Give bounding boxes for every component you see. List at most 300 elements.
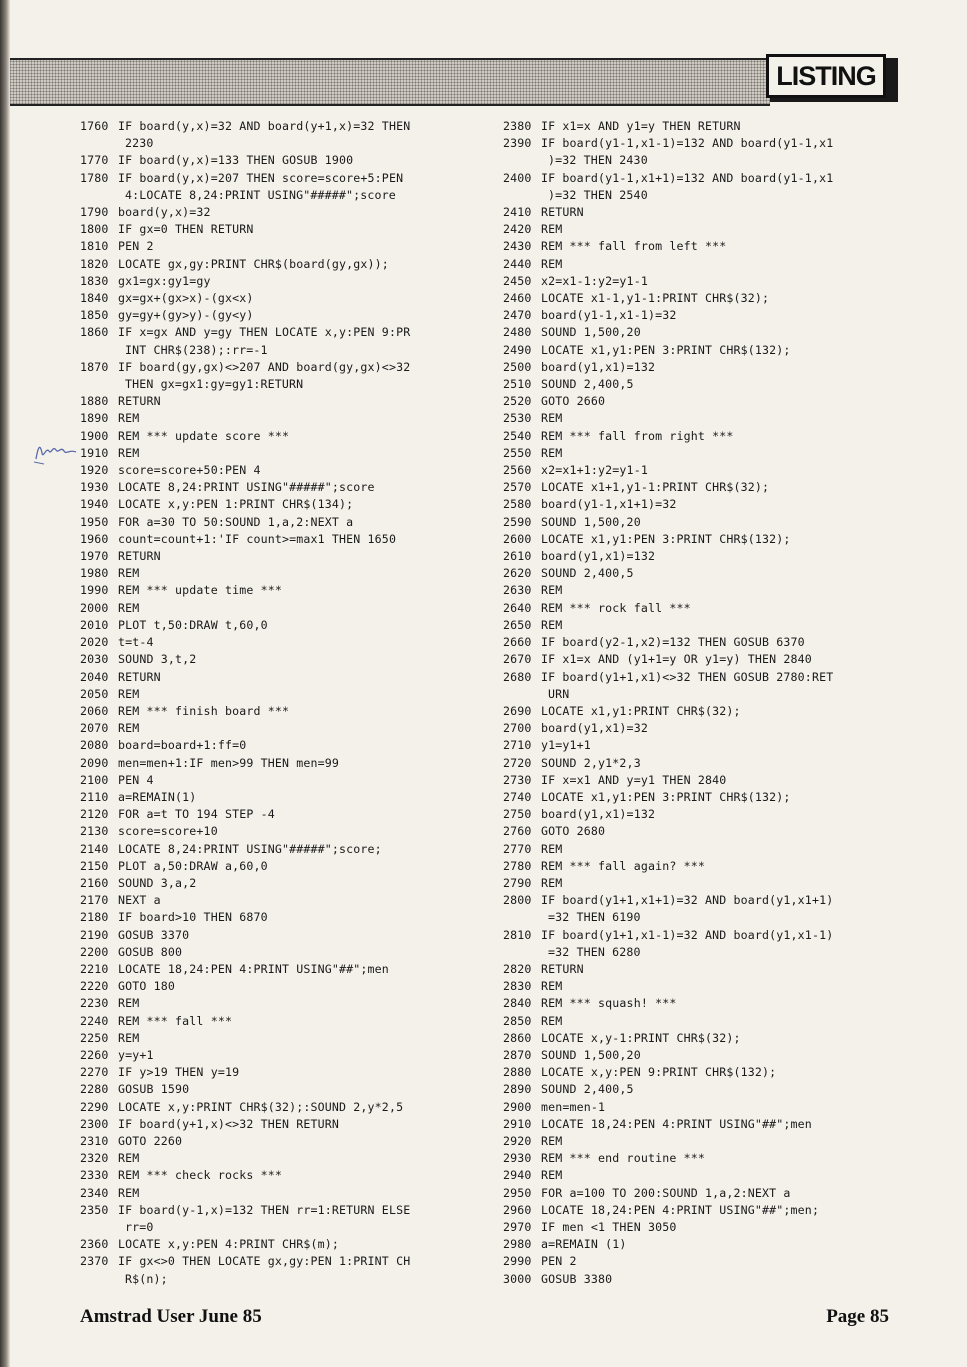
code-text: IF board(y1+1,x1)<>32 THEN GOSUB 2780:RET [541,669,834,684]
code-line [80,909,490,926]
code-line [503,806,913,823]
line-number: 2490 [503,342,532,357]
line-number: 2690 [503,703,532,718]
code-text: SOUND 1,500,20 [541,1047,641,1062]
code-text: x2=x1+1:y2=y1-1 [541,463,648,478]
code-line [503,410,913,427]
code-text: LOCATE x1,y1:PEN 3:PRINT CHR$(132); [541,531,791,546]
line-number: 1840 [80,291,109,306]
code-line [503,1099,913,1116]
line-number: 2910 [503,1116,532,1131]
line-number: 2320 [80,1151,109,1166]
line-number: 2590 [503,514,532,529]
code-line [80,445,490,462]
code-text: LOCATE x1,y1:PEN 3:PRINT CHR$(132); [541,342,791,357]
code-text: FOR a=t TO 194 STEP -4 [118,807,275,822]
code-line [503,703,913,720]
listing-column-right [503,118,913,1288]
code-text: PLOT a,50:DRAW a,60,0 [118,858,268,873]
line-number: 2480 [503,325,532,340]
line-number: 1800 [80,222,109,237]
code-line [503,1202,913,1219]
code-line [503,1013,913,1030]
code-line [80,703,490,720]
line-number [503,187,541,204]
code-line [80,273,490,290]
line-number: 2530 [503,411,532,426]
code-text: 4:LOCATE 8,24:PRINT USING"#####";score [125,187,396,202]
code-line [503,909,913,926]
code-text: REM [541,1168,563,1183]
line-number: 2850 [503,1013,532,1028]
code-text: REM [118,686,140,701]
line-number: 2220 [80,979,109,994]
line-number: 2250 [80,1030,109,1045]
code-line [503,582,913,599]
line-number: 2510 [503,377,532,392]
code-text: REM *** update score *** [118,428,290,443]
line-number: 2380 [503,119,532,133]
line-number: 1980 [80,566,109,581]
line-number: 2140 [80,841,109,856]
line-number: 2360 [80,1237,109,1252]
code-text: REM *** fall from right *** [541,428,734,443]
line-number: 1790 [80,205,109,220]
line-number: 2940 [503,1168,532,1183]
code-line [503,531,913,548]
code-text: LOCATE 8,24:PRINT USING"#####";score [118,480,375,495]
line-number: 2680 [503,669,532,684]
line-number: 1950 [80,514,109,529]
code-text: FOR a=100 TO 200:SOUND 1,a,2:NEXT a [541,1185,791,1200]
code-line [80,187,490,204]
code-text: IF board(y1-1,x1+1)=132 AND board(y1-1,x1 [541,170,834,185]
line-number: 2900 [503,1099,532,1114]
line-number: 2740 [503,789,532,804]
line-number: 2500 [503,359,532,374]
line-number: 2030 [80,652,109,667]
line-number: 2090 [80,755,109,770]
code-text: RETURN [541,205,584,220]
code-text: rr=0 [125,1220,154,1234]
code-text: y1=y1+1 [541,738,591,753]
code-line [80,944,490,961]
code-text: SOUND 3,t,2 [118,652,197,667]
code-text: a=REMAIN (1) [541,1237,627,1252]
code-line [80,170,490,187]
line-number [503,944,541,961]
line-number: 1780 [80,170,109,185]
magazine-issue-footer: Amstrad User June 85 [80,1306,262,1327]
line-number: 2640 [503,600,532,615]
code-line [503,892,913,909]
code-text: men=men+1:IF men>99 THEN men=99 [118,755,340,770]
code-text: RETURN [541,961,584,976]
code-text: GOTO 2260 [118,1133,183,1148]
code-text: IF board>10 THEN 6870 [118,910,268,925]
line-number: 1810 [80,239,109,254]
line-number: 2230 [80,996,109,1011]
line-number: 1900 [80,428,109,443]
code-text: REM [541,841,563,856]
code-text: board(y1,x1)=132 [541,807,656,822]
code-line [503,737,913,754]
code-text: REM [118,1030,140,1045]
code-text: )=32 THEN 2540 [548,187,648,202]
line-number: 2450 [503,273,532,288]
code-line [80,1133,490,1150]
code-line [80,892,490,909]
code-line [503,789,913,806]
code-line [503,393,913,410]
page-number-footer: Page 85 [826,1306,889,1327]
code-line [503,995,913,1012]
code-text: IF x1=x AND y1=y THEN RETURN [541,119,741,133]
line-number: 1850 [80,308,109,323]
line-number: 2990 [503,1254,532,1269]
code-text: GOTO 2680 [541,824,606,839]
line-number [503,909,541,926]
line-number: 3000 [503,1271,532,1286]
line-number: 2760 [503,824,532,839]
code-line [503,823,913,840]
code-text: IF x1=x AND (y1+1=y OR y1=y) THEN 2840 [541,652,812,667]
code-line [80,290,490,307]
code-text: RETURN [118,394,161,409]
code-line [80,1167,490,1184]
code-line [80,221,490,238]
code-text: IF x=gx AND y=gy THEN LOCATE x,y:PEN 9:PR [118,325,411,340]
code-line [503,256,913,273]
line-number [503,152,541,169]
handwritten-margin-note [30,437,78,467]
code-line [80,1271,490,1288]
line-number: 2810 [503,927,532,942]
code-text: IF board(y,x)=133 THEN GOSUB 1900 [118,153,354,168]
code-line [80,462,490,479]
code-line [80,1236,490,1253]
line-number: 2660 [503,635,532,650]
code-text: =32 THEN 6280 [548,944,641,959]
line-number: 2130 [80,824,109,839]
line-number: 2290 [80,1099,109,1114]
code-text: REM *** fall *** [118,1013,233,1028]
code-line [503,651,913,668]
code-line [80,789,490,806]
code-text: LOCATE 18,24:PEN 4:PRINT USING"##";men [541,1116,812,1131]
code-text: LOCATE x,y:PRINT CHR$(32);:SOUND 2,y*2,5 [118,1099,404,1114]
listing-header-tag: LISTING [766,54,886,98]
line-number: 2870 [503,1047,532,1062]
line-number: 2330 [80,1168,109,1183]
code-line [503,204,913,221]
code-text: LOCATE 8,24:PRINT USING"#####";score; [118,841,382,856]
code-line [503,445,913,462]
code-text: URN [548,686,570,701]
code-text: 2230 [125,136,154,151]
line-number: 2610 [503,549,532,564]
code-line [503,187,913,204]
code-line [80,875,490,892]
line-number: 2070 [80,721,109,736]
code-text: REM [541,411,563,426]
line-number [503,686,541,703]
code-text: board(y1,x1)=132 [541,549,656,564]
code-line [80,1116,490,1133]
code-line [80,686,490,703]
code-text: board(y1-1,x1+1)=32 [541,497,677,512]
code-text: REM [541,617,563,632]
code-line [503,720,913,737]
line-number: 2010 [80,617,109,632]
line-number: 2790 [503,875,532,890]
code-line [503,548,913,565]
line-number: 2830 [503,979,532,994]
code-line [80,548,490,565]
code-text: INT CHR$(238);:rr=-1 [125,342,268,357]
code-text: REM [118,1185,140,1200]
code-text: REM [541,222,563,237]
listing-column-left [80,118,490,1288]
code-line [80,1253,490,1270]
line-number: 2260 [80,1047,109,1062]
line-number: 2410 [503,205,532,220]
code-line [503,617,913,634]
line-number: 1910 [80,445,109,460]
code-text: RETURN [118,549,161,564]
code-text: REM [541,1013,563,1028]
code-text: REM [118,996,140,1011]
code-text: gy=gy+(gy>y)-(gy<y) [118,308,254,323]
code-line [80,1202,490,1219]
code-line [503,772,913,789]
code-line [503,600,913,617]
code-line [80,410,490,427]
code-line [503,858,913,875]
code-text: REM [541,583,563,598]
code-line [80,1081,490,1098]
code-text: SOUND 3,a,2 [118,875,197,890]
code-text: REM *** check rocks *** [118,1168,282,1183]
code-text: IF board(gy,gx)<>207 AND board(gy,gx)<>32 [118,359,411,374]
code-line [80,118,490,135]
code-text: IF board(y,x)=32 AND board(y+1,x)=32 THEN [118,119,411,133]
line-number: 2340 [80,1185,109,1200]
line-number: 2540 [503,428,532,443]
code-text: SOUND 1,500,20 [541,514,641,529]
code-line [80,1099,490,1116]
line-number: 2150 [80,858,109,873]
code-line [80,1150,490,1167]
line-number: 2890 [503,1082,532,1097]
code-text: =32 THEN 6190 [548,910,641,925]
code-text: REM [541,875,563,890]
line-number [80,342,118,359]
code-line [503,290,913,307]
line-number: 2960 [503,1202,532,1217]
code-line [503,1064,913,1081]
line-number: 2200 [80,944,109,959]
code-text: REM [118,566,140,581]
code-text: IF board(y,x)=207 THEN score=score+5:PEN [118,170,404,185]
code-line [503,944,913,961]
line-number: 2820 [503,961,532,976]
code-line [80,772,490,789]
code-line [503,1185,913,1202]
code-line [503,307,913,324]
code-line [503,428,913,445]
code-line [80,995,490,1012]
code-text: NEXT a [118,893,161,908]
code-line [503,841,913,858]
code-text: PLOT t,50:DRAW t,60,0 [118,617,268,632]
line-number: 2950 [503,1185,532,1200]
line-number [80,376,118,393]
line-number: 1870 [80,359,109,374]
line-number: 2310 [80,1133,109,1148]
code-text: RETURN [118,669,161,684]
code-text: REM [118,411,140,426]
code-line [80,1185,490,1202]
code-text: GOSUB 3370 [118,927,190,942]
line-number: 2730 [503,772,532,787]
line-number [80,1219,118,1236]
code-line [503,324,913,341]
line-number: 1940 [80,497,109,512]
code-text: REM *** end routine *** [541,1151,705,1166]
code-line [503,634,913,651]
line-number [80,187,118,204]
line-number: 2650 [503,617,532,632]
code-line [80,720,490,737]
code-text: FOR a=30 TO 50:SOUND 1,a,2:NEXT a [118,514,354,529]
code-text: LOCATE x1-1,y1-1:PRINT CHR$(32); [541,291,770,306]
code-line [80,651,490,668]
line-number: 2750 [503,807,532,822]
line-number: 1760 [80,119,109,133]
code-line [503,118,913,135]
code-text: GOTO 180 [118,979,176,994]
code-line [503,359,913,376]
code-text: )=32 THEN 2430 [548,153,648,168]
code-line [80,479,490,496]
code-line [503,1253,913,1270]
line-number: 1830 [80,273,109,288]
line-number: 2580 [503,497,532,512]
line-number: 1860 [80,325,109,340]
line-number: 2240 [80,1013,109,1028]
code-line [80,135,490,152]
code-line [80,634,490,651]
code-text: gx=gx+(gx>x)-(gx<x) [118,291,254,306]
code-line [80,238,490,255]
line-number [80,1271,118,1288]
line-number: 2560 [503,463,532,478]
code-text: score=score+50:PEN 4 [118,463,261,478]
code-line [80,1013,490,1030]
code-text: IF board(y+1,x)<>32 THEN RETURN [118,1116,340,1131]
code-line [80,1064,490,1081]
code-text: GOSUB 800 [118,944,183,959]
code-text: t=t-4 [118,635,154,650]
code-text: REM [118,1151,140,1166]
code-line [80,376,490,393]
code-text: board(y1-1,x1-1)=32 [541,308,677,323]
line-number: 1890 [80,411,109,426]
code-line [80,806,490,823]
code-line [80,927,490,944]
code-line [503,135,913,152]
line-number: 2210 [80,961,109,976]
code-line [503,1047,913,1064]
code-text: REM [541,445,563,460]
code-text: board(y1,x1)=32 [541,721,648,736]
line-number: 2670 [503,652,532,667]
code-line [503,961,913,978]
code-text: IF board(y1+1,x1+1)=32 AND board(y1,x1+1) [541,893,834,908]
code-text: IF y>19 THEN y=19 [118,1065,240,1080]
code-line [503,1030,913,1047]
line-number: 2180 [80,910,109,925]
code-text: LOCATE 18,24:PEN 4:PRINT USING"##";men [118,961,389,976]
code-line [503,479,913,496]
code-line [80,600,490,617]
code-text: LOCATE x1+1,y1-1:PRINT CHR$(32); [541,480,770,495]
line-number: 1820 [80,256,109,271]
code-line [503,669,913,686]
line-number: 2440 [503,256,532,271]
code-text: IF board(y2-1,x2)=132 THEN GOSUB 6370 [541,635,805,650]
code-text: LOCATE gx,gy:PRINT CHR$(board(gy,gx)); [118,256,389,271]
header-dot-band [10,58,770,106]
code-line [80,496,490,513]
line-number: 2460 [503,291,532,306]
line-number: 1990 [80,583,109,598]
code-line [503,273,913,290]
code-text: board(y,x)=32 [118,205,211,220]
code-line [503,755,913,772]
code-text: LOCATE 18,24:PEN 4:PRINT USING"##";men; [541,1202,820,1217]
line-number: 1970 [80,549,109,564]
line-number: 2080 [80,738,109,753]
code-line [503,221,913,238]
code-line [80,755,490,772]
code-line [503,1167,913,1184]
code-text: score=score+10 [118,824,218,839]
code-line [80,565,490,582]
line-number: 2430 [503,239,532,254]
code-text: SOUND 2,400,5 [541,1082,634,1097]
code-text: gx1=gx:gy1=gy [118,273,211,288]
code-line [503,1150,913,1167]
code-line [503,1219,913,1236]
code-text: REM *** fall from left *** [541,239,727,254]
code-text: THEN gx=gx1:gy=gy1:RETURN [125,377,304,392]
code-text: board=board+1:ff=0 [118,738,247,753]
code-text: GOSUB 1590 [118,1082,190,1097]
code-text: IF x=x1 AND y=y1 THEN 2840 [541,772,727,787]
code-text: R$(n); [125,1271,168,1286]
line-number: 1960 [80,531,109,546]
code-text: y=y+1 [118,1047,154,1062]
line-number: 2550 [503,445,532,460]
code-text: men=men-1 [541,1099,606,1114]
line-number: 2710 [503,738,532,753]
code-line [503,1081,913,1098]
code-text: IF men <1 THEN 3050 [541,1220,677,1234]
line-number: 2880 [503,1065,532,1080]
code-line [80,582,490,599]
